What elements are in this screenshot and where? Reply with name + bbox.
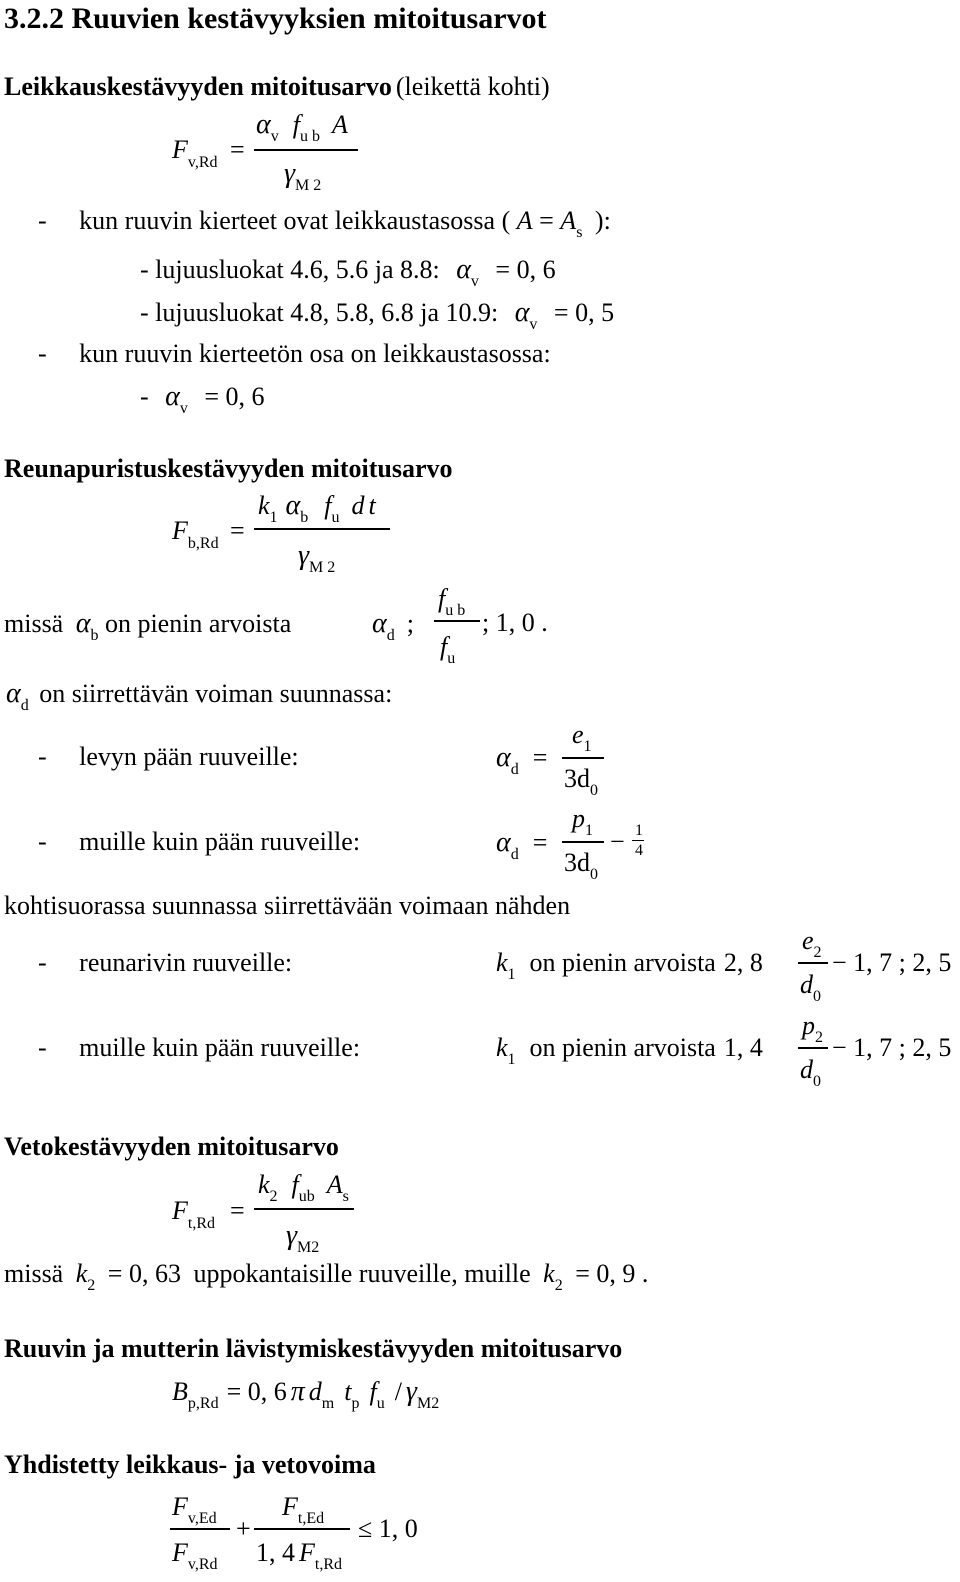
A-symbol: A [516,206,533,235]
three-d-symbol: 3d [564,848,590,877]
alpha-symbol: α [75,608,91,639]
shear-case2-value-line [140,381,265,417]
bearing-heading: Reunapuristuskestävyyden mitoitusarvo [4,454,453,483]
slash-symbol: / [394,1377,402,1406]
inner-row-bar [798,1047,828,1049]
B-sub: p,Rd [187,1395,219,1412]
shear-lhs: F [172,135,188,164]
shear-fraction-bar [254,149,358,151]
d-symbol: d [800,1055,813,1084]
combined-heading: Yhdistetty leikkaus- ja vetovoima [4,1450,376,1479]
inner-on-pienin: on pienin arvoista [529,1033,716,1062]
shear-case2-value: = 0, 6 [204,382,265,411]
end-bolts-denominator [564,764,598,799]
p-symbol: p [572,804,585,833]
punching-coefficient: = 0, 6 [226,1377,287,1406]
k-symbol: k [543,1259,555,1288]
alpha-sub: v [470,273,479,290]
F-symbol: F [299,1538,315,1567]
tension-fraction-bar [254,1208,354,1210]
inner-bolts-text: muille kuin pään ruuveille: [79,827,361,856]
eq-symbol: = [539,206,554,235]
list-dash: - [38,948,47,977]
k-symbol: k [496,948,508,977]
section-number: 3.2.2 [4,2,64,35]
end-bolts-numerator [572,720,592,755]
tension-eq: = [230,1196,245,1225]
quarter-denominator: 4 [635,842,643,859]
tension-denominator [286,1220,320,1256]
t-symbol: t [368,491,376,520]
bearing-lhs: F [172,516,188,545]
fub-over-fu-denominator [440,632,456,667]
shear-numerator [256,109,348,145]
edge-on-pienin: on pienin arvoista [529,948,716,977]
F-sub: v,Rd [187,1556,218,1573]
k2-definition [4,1259,649,1294]
inner-row-line [38,1035,360,1061]
d-sub: 0 [813,1073,821,1090]
fub-over-fu-numerator [438,584,466,619]
shear-eq: = [230,135,245,164]
edge-row-line [38,950,292,976]
e-symbol: e [572,720,584,749]
section-title-text: Ruuvien kestävyyksien mitoitusarvot [71,2,547,35]
edge-tail: − 1, 7 ; 2, 5 [832,948,952,977]
end-bolts-line [38,744,299,770]
k2-value-countersunk: = 0, 63 [107,1259,181,1288]
shear-class2-value: = 0, 5 [553,298,615,327]
k-sub: 2 [269,1188,278,1205]
gamma-sub: M 2 [309,559,336,576]
shear-case2-text: kun ruuvin kierteetön osa on leikkaustasossa: [79,339,551,368]
k-sub: 1 [507,1051,516,1068]
list-dash: - [38,1033,47,1062]
bearing-denominator [298,540,336,576]
tension-lhs: F [172,1196,188,1225]
alpha-sub: d [20,697,29,714]
inner-coefficient: 1, 4 [723,1033,763,1062]
d-symbol: d [308,1377,322,1406]
list-dash: - [38,742,47,771]
k2-value-other: = 0, 9 . [575,1259,649,1288]
f-symbol: f [369,1377,377,1406]
B-symbol: B [172,1377,188,1406]
t-symbol: t [344,1377,352,1406]
k-symbol: k [258,1170,270,1199]
list-dash: - [140,382,149,411]
k-symbol: k [75,1259,88,1288]
F-symbol: F [172,1538,188,1567]
inner-row-tail: − 1, 7 ; 2, 5 [832,1033,952,1062]
alpha-symbol: α [285,490,301,521]
shear-case1-end: ): [594,206,611,235]
gamma-symbol: γ [405,1376,417,1407]
f-symbol: f [440,632,448,661]
bearing-fraction-bar [254,528,390,530]
k-sub: 1 [507,966,516,983]
list-dash: - [140,298,149,327]
shear-class1-text: lujuusluokat 4.6, 5.6 ja 8.8: [155,255,440,284]
gamma-sub: M2 [297,1239,320,1256]
edge-row-expression [496,948,763,983]
missa-text: missä [4,609,64,638]
shear-lhs-sub: v,Rd [187,154,218,171]
end-bolts-bar [562,757,604,759]
t-sub: p [351,1395,360,1412]
punching-heading: Ruuvin ja mutterin lävistymiskestävyyden mitoitusarvo [4,1334,623,1363]
shear-case1-text: kun ruuvin kierteet ovat leikkaustasossa ( [79,206,511,235]
edge-coefficient: 2, 8 [723,948,763,977]
plus-symbol: + [236,1514,251,1543]
F-symbol: F [172,1492,188,1521]
edge-row-text: reunarivin ruuveille: [79,948,293,977]
minus-symbol: − [610,827,625,856]
eq-symbol: = [532,828,548,857]
tension-lhs-sub: t,Rd [187,1215,216,1232]
alpha-sub: v [529,316,538,333]
bearing-lhs-sub: b,Rd [187,535,219,552]
f-symbol: f [438,584,446,613]
f-symbol: f [292,110,300,139]
gamma-sub: M2 [416,1395,440,1412]
bearing-numerator [258,490,376,526]
punching-formula [172,1376,440,1412]
bearing-eq: = [230,516,245,545]
shear-denominator [284,158,322,194]
tension-numerator [258,1170,349,1205]
f-symbol: f [291,1170,299,1199]
inner-bolts-line [38,829,360,855]
perpendicular-text: kohtisuorassa suunnassa siirrettävään voimaan nähden [4,891,571,920]
F-sub: t,Rd [314,1556,343,1573]
alpha-sub: d [510,846,519,863]
shear-heading [4,74,550,100]
inner-bolts-bar [562,841,604,843]
F-symbol: F [282,1492,298,1521]
alpha-b-definition [4,608,292,644]
alpha-symbol: α [256,109,271,140]
combined-frac1-denominator [172,1538,218,1573]
inner-bolts-denominator [564,848,598,883]
quarter-numerator: 1 [635,822,643,839]
alpha-sub: v [270,128,279,145]
k-sub: 2 [554,1277,563,1294]
section-title [4,4,547,34]
end-bolts-alpha [496,742,548,778]
d-symbol: d [351,491,365,520]
combined-frac1-numerator [172,1492,217,1527]
As-symbol: A [560,206,577,235]
p-sub: 2 [815,1029,823,1046]
gamma-symbol: γ [286,1220,298,1251]
f-sub: u b [299,128,320,145]
alpha-d-definition [6,678,393,714]
eq-symbol: = [532,743,548,772]
missa-text: missä [4,1259,64,1288]
d-sub: 0 [813,988,821,1005]
alpha-d-desc: on siirrettävän voiman suunnassa: [39,679,393,708]
edge-numerator [802,926,822,961]
pi-symbol: π [290,1376,305,1407]
f-symbol: f [324,491,332,520]
shear-case2 [38,341,551,367]
d-symbol: d [800,970,813,999]
A-symbol: A [331,110,348,139]
alpha-b-options [372,608,414,644]
F-sub: t,Ed [297,1510,325,1527]
A-symbol: A [326,1170,343,1199]
alpha-symbol: α [496,742,511,773]
f-sub: u [331,509,340,526]
p-sub: 1 [585,822,593,839]
shear-heading-note: (leikettä kohti) [395,72,550,101]
alpha-sub: b [90,627,99,644]
shear-class2-text: lujuusluokat 4.8, 5.8, 6.8 ja 10.9: [155,298,499,327]
alpha-symbol: α [496,827,511,858]
list-dash: - [140,255,149,284]
d-sub: 0 [590,782,598,799]
f-sub: ub [298,1188,315,1205]
fub-over-fu-bar [434,620,480,622]
alpha-sub: b [300,509,309,526]
shear-class1-value: = 0, 6 [495,255,556,284]
list-dash: - [38,339,47,368]
alpha-symbol: α [165,381,180,412]
k-sub: 1 [269,509,278,526]
alpha-symbol: α [372,608,387,639]
gamma-symbol: γ [284,158,296,189]
combined-frac2-bar [254,1528,350,1530]
combined-frac1-bar [170,1528,230,1530]
d-sub: 0 [590,866,598,883]
combined-rhs: ≤ 1, 0 [358,1514,418,1543]
alpha-sub: v [179,400,188,417]
end-bolts-text: levyn pään ruuveille: [79,742,299,771]
inner-row-text: muille kuin pään ruuveille: [79,1033,361,1062]
e-symbol: e [802,926,814,955]
list-dash: - [38,206,47,235]
combined-frac2-denominator [256,1538,343,1573]
f-sub: u [447,650,456,667]
e-sub: 1 [583,738,592,755]
F-sub: v,Ed [187,1510,217,1527]
list-dash: - [38,827,47,856]
f-sub: u [376,1395,385,1412]
edge-bar [798,962,828,964]
alpha-symbol: α [456,254,471,285]
tension-heading: Vetokestävyyden mitoitusarvo [4,1132,339,1161]
k-symbol: k [496,1033,508,1062]
alpha-symbol: α [514,297,530,328]
gamma-sub: M 2 [295,177,322,194]
inner-bolts-numerator [572,804,593,839]
shear-class1 [140,254,556,290]
alpha-b-options-tail: ; 1, 0 . [482,608,548,637]
gamma-symbol: γ [298,540,310,571]
shear-case1 [38,206,611,241]
p-symbol: p [802,1011,815,1040]
k-symbol: k [258,491,270,520]
A-sub: s [342,1188,349,1205]
on-pienin-text: on pienin arvoista [104,609,292,638]
inner-bolts-alpha [496,827,548,863]
combined-frac2-numerator [282,1492,325,1527]
k-sub: 2 [87,1277,96,1294]
inner-row-numerator [802,1011,823,1046]
inner-row-expression [496,1033,763,1068]
alpha-sub: d [510,761,519,778]
shear-class2 [140,297,615,333]
inner-row-denominator [800,1055,821,1090]
shear-heading-text: Leikkauskestävyyden mitoitusarvo [4,72,392,101]
e-sub: 2 [813,944,822,961]
As-sub: s [576,224,583,241]
three-d-symbol: 3d [564,764,590,793]
k2-mid-text: uppokantaisille ruuveille, muille [193,1259,531,1288]
alpha-symbol: α [6,678,21,709]
alpha-sub: d [386,627,395,644]
quarter-bar [632,840,644,841]
d-sub: m [321,1395,335,1412]
f-sub: u b [445,602,466,619]
semicolon: ; [406,609,414,638]
edge-denominator [800,970,821,1005]
coefficient: 1, 4 [256,1538,295,1567]
